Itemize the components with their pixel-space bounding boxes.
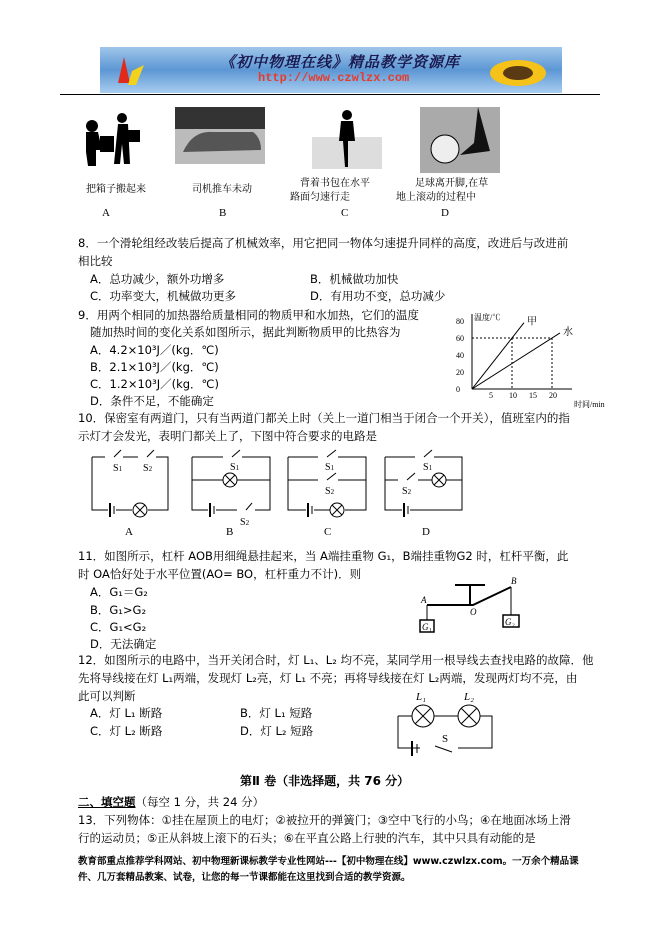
- section-title: 第Ⅱ 卷（非选择题，共 76 分）: [240, 774, 410, 788]
- chart-ylabel: 温度/℃: [474, 313, 501, 322]
- switch-label: S1: [113, 463, 123, 474]
- circuit-letter: C: [324, 526, 332, 538]
- q12-option-a: A．灯 L₁ 断路: [90, 706, 163, 720]
- q13-stem: 13．下列物体：①挂在屋顶上的电灯；②被拉开的弹簧门；③空中飞行的小鸟；④在地面冰场上滑: [78, 813, 571, 827]
- circuit-c: [288, 450, 366, 517]
- weight-label-g2: G₂: [505, 617, 515, 627]
- image-football: [420, 107, 500, 173]
- sunflower-icon: [488, 55, 548, 91]
- q9-option-d: D．条件不足，不能确定: [90, 394, 214, 408]
- series-label: 水: [563, 326, 573, 338]
- y-tick-label: 40: [456, 351, 464, 360]
- caption-d-line2: 地上滚动的过程中: [396, 192, 476, 203]
- chart-xlabel: 时间/min: [574, 400, 605, 409]
- letter-a: A: [102, 207, 110, 219]
- circuit-d: [385, 450, 462, 517]
- q11-option-a: A．G₁＝G₂: [90, 585, 148, 599]
- series-line: [472, 333, 560, 389]
- lever-label-a: A: [421, 595, 427, 605]
- letter-c: C: [341, 207, 349, 219]
- image-walking-backpack: [312, 107, 382, 169]
- switch-label: S2: [143, 463, 153, 474]
- part-note: （每空 1 分，共 24 分）: [135, 795, 265, 809]
- y-tick-label: 80: [456, 317, 464, 326]
- lever-label-b: B: [511, 576, 517, 586]
- series-line: [472, 323, 524, 389]
- series-label: 甲: [527, 316, 537, 328]
- q10-stem: 10．保密室有两道门，只有当两道门都关上时（关上一道门相当于闭合一个开关），值班室内的指: [78, 411, 570, 425]
- temperature-time-chart: [452, 310, 632, 410]
- switch-label: S2: [240, 517, 250, 528]
- switch-label: S2: [325, 486, 335, 497]
- caption-a: 把箱子搬起来: [86, 184, 146, 195]
- switch-label: S1: [423, 462, 433, 473]
- q8-option-a: A．总功减少，额外功增多: [90, 272, 225, 286]
- letter-b: B: [219, 207, 227, 219]
- footer-line1: 教育部重点推荐学科网站、初中物理新课标教学专业性网站---【初中物理在线】www.czwlzx.com。一万余个精品课: [78, 856, 579, 867]
- q12-option-c: C．灯 L₂ 断路: [90, 724, 163, 738]
- caption-c-line2: 路面匀速行走: [290, 192, 350, 203]
- q9-stem: 9．用两个相同的加热器给质量相同的物质甲和水加热，它们的温度: [78, 308, 419, 322]
- image-pushing-car: [175, 107, 265, 164]
- q9-stem2: 随加热时间的变化关系如图所示，据此判断物质甲的比热容为: [90, 325, 401, 339]
- q11-option-b: B．G₁>G₂: [90, 603, 147, 617]
- x-tick-label: 5: [489, 391, 493, 400]
- q8-stem: 8．一个滑轮组经改装后提高了机械效率，用它把同一物体匀速提升同样的高度，改进后与改进前: [78, 236, 569, 250]
- q8-option-b: B．机械做功加快: [310, 272, 399, 286]
- part-heading: [78, 794, 264, 810]
- y-tick-label: 0: [456, 385, 460, 394]
- q11-option-d: D．无法确定: [90, 637, 157, 651]
- lever-diagram: [415, 575, 530, 640]
- q10-stem2: 示灯才会发光，表明门都关上了，下图中符合要求的电路是: [78, 429, 377, 443]
- circuit-letter: A: [125, 526, 133, 538]
- caption-d-line1: 足球离开脚,在草: [415, 178, 489, 189]
- q11-stem: 11．如图所示，杠杆 AOB用细绳悬挂起来，当 A端挂重物 G₁，B端挂重物G2 时，杠杆平衡，此: [78, 549, 569, 563]
- q12-stem: 12．如图所示的电路中，当开关闭合时，灯 L₁、L₂ 均不亮，某同学用一根导线去查找电路的故障．他: [78, 653, 594, 667]
- circuit-letter: D: [422, 526, 430, 538]
- q8-stem2: 相比较: [78, 254, 113, 268]
- part-title: 二、填空题: [78, 795, 136, 809]
- banner-url: http://www.czwlzx.com: [258, 71, 410, 85]
- logo-icon: [110, 53, 150, 89]
- lamp-label-l1: L₁: [416, 691, 426, 703]
- lever-label-o: O: [470, 607, 477, 617]
- switch-label-s: S: [442, 733, 449, 745]
- switch-label: S1: [325, 462, 335, 473]
- q8-option-c: C．功率变大，机械做功更多: [90, 289, 237, 303]
- q13-stem2: 行的运动员；⑤正从斜坡上滚下的石头；⑥在平直公路上行驶的汽车，其中只具有动能的是: [78, 831, 536, 845]
- header-rule: [60, 94, 600, 95]
- q9-option-a: A．4.2×10³J／(kg．℃): [90, 343, 219, 357]
- x-tick-label: 10: [509, 391, 517, 400]
- switch-label: S2: [402, 486, 412, 497]
- q11-option-c: C．G₁<G₂: [90, 620, 147, 634]
- switch-label: S1: [230, 462, 240, 473]
- image-lifting-box: [78, 112, 148, 170]
- footer-line2: 件、几万套精品教案、试卷，让您的每一节课都能在这里找到合适的教学资源。: [78, 872, 411, 883]
- x-tick-label: 15: [529, 391, 537, 400]
- y-tick-label: 20: [456, 368, 464, 377]
- y-tick-label: 60: [456, 334, 464, 343]
- q9-option-b: B．2.1×10³J／(kg．℃): [90, 360, 219, 374]
- q8-option-d: D．有用功不变，总功减少: [310, 289, 446, 303]
- q9-option-c: C．1.2×10³J／(kg．℃): [90, 377, 219, 391]
- lamp-label-l2: L₂: [464, 691, 474, 703]
- caption-c-line1: 背着书包在水平: [300, 178, 370, 189]
- circuit-a: [92, 450, 168, 517]
- q11-stem2: 时 OA恰好处于水平位置(AO= BO，杠杆重力不计)．则: [78, 567, 362, 581]
- q12-stem2: 先将导线接在灯 L₁两端，发现灯 L₂亮，灯 L₁ 不亮；再将导线接在灯 L₂两端，发现两灯均不亮，由: [78, 671, 578, 685]
- banner-title: 《初中物理在线》精品教学资源库: [220, 53, 461, 71]
- q12-option-b: B．灯 L₁ 短路: [240, 706, 313, 720]
- caption-b: 司机推车未动: [192, 184, 252, 195]
- x-tick-label: 20: [549, 391, 557, 400]
- q12-option-d: D．灯 L₂ 短路: [240, 724, 314, 738]
- letter-d: D: [441, 207, 449, 219]
- circuit-b: [192, 450, 270, 517]
- circuit-letter: B: [226, 526, 234, 538]
- site-banner: [100, 47, 562, 93]
- q12-circuit: [390, 686, 500, 758]
- weight-label-g1: G₁: [422, 622, 432, 632]
- q10-circuits: [80, 445, 480, 545]
- q12-stem3: 此可以判断: [78, 689, 136, 703]
